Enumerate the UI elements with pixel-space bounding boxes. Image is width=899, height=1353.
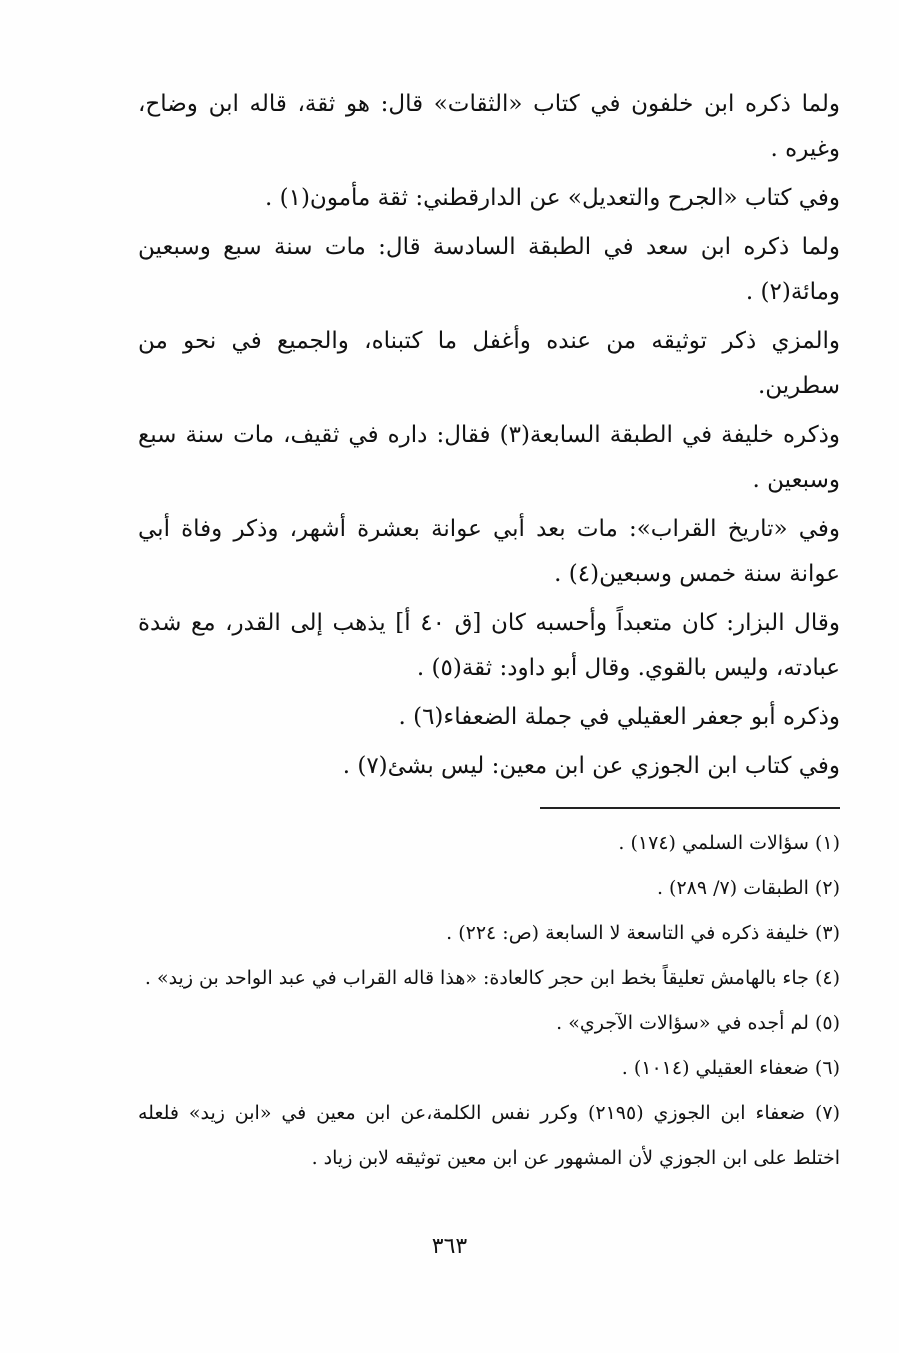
page-text-block — [138, 82, 840, 1181]
footnote-2: (٢) الطبقات (٧/ ٢٨٩) . — [656, 877, 840, 899]
body-paragraph-3: ولما ذكره ابن سعد في الطبقة السادسة قال: مات سنة سبع وسبعين ومائة(٢) . — [138, 234, 840, 305]
body-paragraph-2: وفي كتاب «الجرح والتعديل» عن الدارقطني: ثقة مأمون(١) . — [264, 185, 840, 211]
body-paragraph-4: والمزي ذكر توثيقه من عنده وأغفل ما كتبناه، والجميع في نحو من سطرين. — [138, 328, 840, 399]
footnote-3: (٣) خليفة ذكره في التاسعة لا السابعة (ص: ٢٢٤) . — [446, 922, 840, 944]
body-paragraph-9: وفي كتاب ابن الجوزي عن ابن معين: ليس بشئ(٧) . — [342, 753, 840, 779]
body-paragraph-6: وفي «تاريخ القراب»: مات بعد أبي عوانة بعشرة أشهر، وذكر وفاة أبي عوانة سنة خمس وسبعين(٤) . — [138, 516, 840, 587]
footnote-6: (٦) ضعفاء العقيلي (١٠١٤) . — [621, 1057, 840, 1079]
footnote-4: (٤) جاء بالهامش تعليقاً بخط ابن حجر كالعادة: «هذا قاله القراب في عبد الواحد بن زيد» . — [144, 967, 840, 989]
page-number: ٣٦٣ — [431, 1234, 468, 1259]
body-paragraph-1: ولما ذكره ابن خلفون في كتاب «الثقات» قال: هو ثقة، قاله ابن وضاح، وغيره . — [138, 91, 840, 162]
footnote-1: (١) سؤالات السلمي (١٧٤) . — [618, 832, 840, 854]
footnote-separator — [540, 807, 840, 809]
body-paragraph-5: وذكره خليفة في الطبقة السابعة(٣) فقال: داره في ثقيف، مات سنة سبع وسبعين . — [138, 422, 840, 493]
body-paragraph-7: وقال البزار: كان متعبداً وأحسبه كان [ق ٤٠ أ] يذهب إلى القدر، مع شدة عبادته، وليس بالقوي. وقال أبو داود: ثقة(٥) . — [138, 610, 840, 681]
footnote-7: (٧) ضعفاء ابن الجوزي (٢١٩٥) وكرر نفس الكلمة،عن ابن معين في «ابن زيد» فلعله اختلط على ابن الجوزي لأن المشهور عن ابن معين توثيقه لابن زياد . — [138, 1102, 841, 1169]
footnote-5: (٥) لم أجده في «سؤالات الآجري» . — [556, 1012, 840, 1034]
body-paragraph-8: وذكره أبو جعفر العقيلي في جملة الضعفاء(٦) . — [398, 704, 840, 730]
